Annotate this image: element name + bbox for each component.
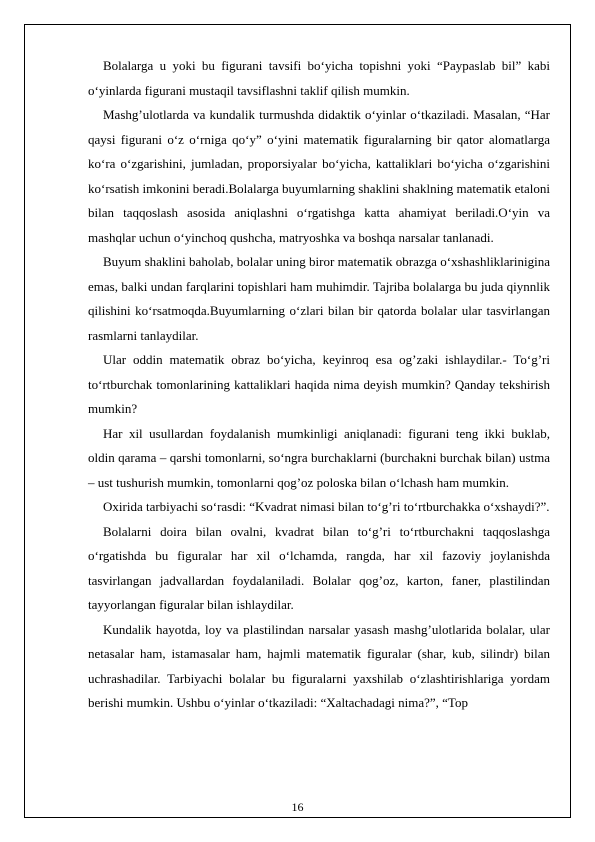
body-text [88, 54, 550, 716]
paragraph: Bolalarni doira bilan ovalni, kvadrat bilan to‘g’ri to‘rtburchakni taqqoslashga o‘rgatishda bu figuralar har xil o‘lchamda, rangda, har xil fazoviy joylanishda tasvirlangan jadvallardan foydalaniladi. Bolalar qog’oz, karton, faner, plastilindan tayyorlangan figuralar bilan ishlaydilar. [88, 523, 550, 612]
paragraph: Bolalarga u yoki bu figurani tavsifi bo‘yicha topishni yoki “Paypaslab bil” kabi o‘yinlarda figurani mustaqil tavsiflashni taklif qilish mumkin. [88, 58, 550, 98]
page-number: 16 [291, 800, 304, 814]
paragraph: Ular oddin matematik obraz bo‘yicha, keyinroq esa og’zaki ishlaydilar.- To‘g’ri to‘rtburchak tomonlarining kattaliklari haqida nima deyish mumkin? Qanday tekshirish mumkin? [88, 352, 550, 416]
paragraph: Buyum shaklini baholab, bolalar uning biror matematik obrazga o‘xshashliklarinigina emas, balki undan farqlarini topishlari ham muhimdir. Tajriba bolalarga bu juda qiynnlik qilishini ko‘rsatmoqda.Buyumlarning o‘zlari bilan bir qatorda bolalar ular tasvirlangan rasmlarni tanlaydilar. [88, 254, 550, 343]
paragraph: Har xil usullardan foydalanish mumkinligi aniqlanadi: figurani teng ikki buklab, oldin qarama – qarshi tomonlarni, so‘ngra burchaklarni (burchakni burchak bilan) ustma – ust tushurish mumkin, tomonlarni qog’oz poloska bilan o‘lchash ham mumkin. [88, 425, 550, 490]
paragraph: Kundalik hayotda, loy va plastilindan narsalar yasash mashg’ulotlarida bolalar, ular netasalar ham, istamasalar ham, hajmli matematik figuralar (shar, kub, silindr) bilan uchrashadilar. Tarbiyachi bolalar bu figuralarni yaxshilab o‘zlashtirishlariga yordam berishi mumkin. Ushbu o‘yinlar o‘tkaziladi: “Xaltachadagi nima?”, “Top [88, 621, 550, 710]
paragraph: Oxirida tarbiyachi so‘rasdi: “Kvadrat nimasi bilan to‘g’ri to‘rtburchakka o‘xshaydi?”. [103, 499, 550, 514]
paragraph: Mashg’ulotlarda va kundalik turmushda didaktik o‘yinlar o‘tkaziladi. Masalan, “Har qaysi figurani o‘z o‘rniga qo‘y” o‘yini matematik figuralarning bir qator alomatlarga ko‘ra o‘zgarishini, jumladan, proporsiyalar bo‘yicha, kattaliklari bo‘yicha o‘zgarishini ko‘rsatish imkonini beradi.Bolalarga buyumlarning shaklini shaklning matematik etaloni bilan taqqoslash asosida aniqlashni o‘rgatishga katta ahamiyat beriladi.O‘yin va mashqlar uchun o‘yinchoq qushcha, matryoshka va boshqa narsalar tanlanadi. [88, 107, 550, 245]
